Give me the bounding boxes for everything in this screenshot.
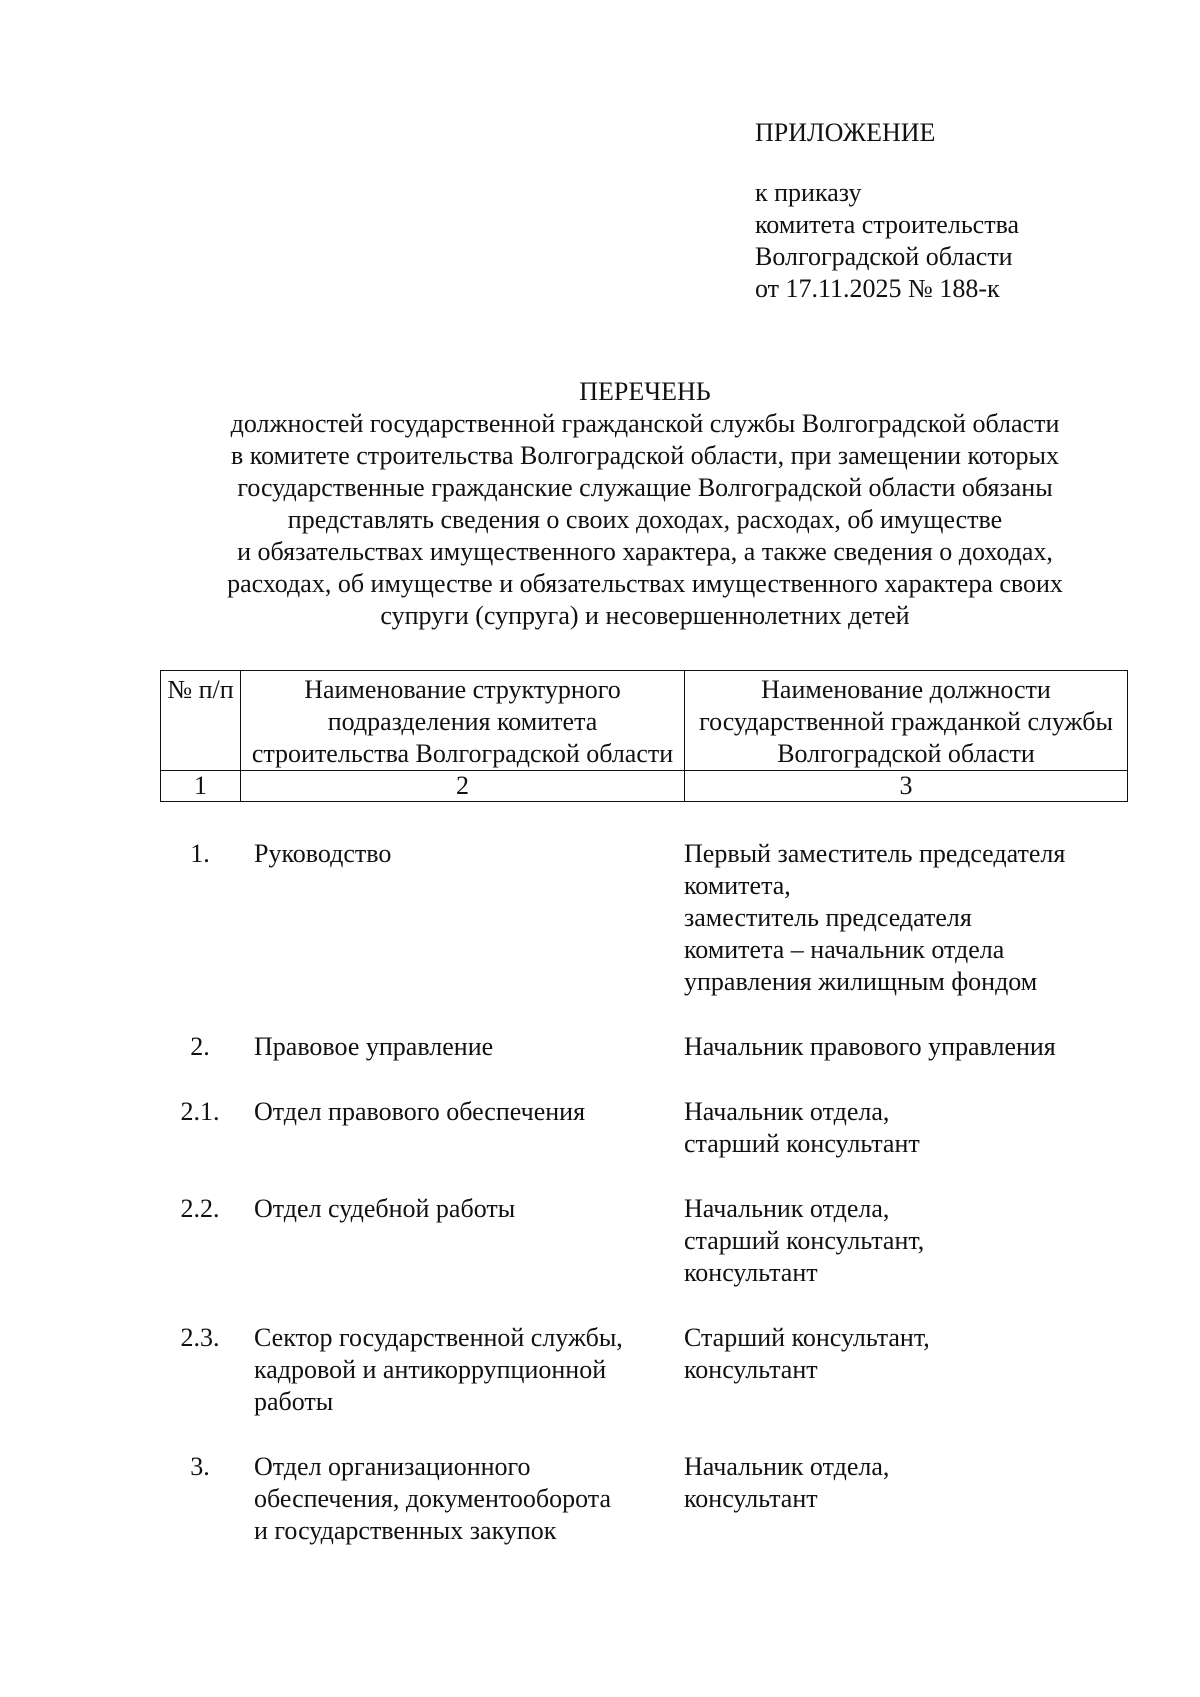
row-number: 3. xyxy=(190,1452,210,1481)
heading-line: представлять сведения о своих доходах, расходах, об имуществе xyxy=(287,505,1003,534)
department-line: Сектор государственной службы, xyxy=(254,1323,623,1352)
row-position xyxy=(684,1451,1127,1547)
row-position xyxy=(684,838,1127,998)
appendix-line: от 17.11.2025 № 188-к xyxy=(755,274,1000,303)
position-line: комитета – начальник отдела xyxy=(684,935,1005,964)
heading-title: ПЕРЕЧЕНЬ xyxy=(579,377,711,406)
department-line: Правовое управление xyxy=(254,1032,494,1061)
position-line: Первый заместитель председателя xyxy=(684,839,1066,868)
row-department xyxy=(160,1322,684,1418)
position-line: Начальник отдела, xyxy=(684,1452,890,1481)
position-line: заместитель председателя xyxy=(684,903,972,932)
table-row xyxy=(160,838,1127,998)
department-line: Руководство xyxy=(254,839,392,868)
positions-list xyxy=(160,838,1127,1580)
position-line: консультант xyxy=(684,1484,818,1513)
row-department xyxy=(160,1193,684,1289)
department-line: работы xyxy=(254,1387,334,1416)
heading-line: расходах, об имуществе и обязательствах имущественного характера своих xyxy=(227,569,1063,598)
department-line: Отдел правового обеспечения xyxy=(254,1097,586,1126)
department-line: Отдел организационного xyxy=(254,1452,531,1481)
department-line: и государственных закупок xyxy=(254,1516,557,1545)
document-heading xyxy=(150,376,1140,632)
row-number: 2.3. xyxy=(180,1323,220,1352)
heading-line: должностей государственной гражданской службы Волгоградской области xyxy=(230,409,1060,438)
appendix-line: Волгоградской области xyxy=(755,242,1013,271)
heading-line: государственные гражданские служащие Волгоградской области обязаны xyxy=(237,473,1053,502)
position-line: управления жилищным фондом xyxy=(684,967,1038,996)
position-line: Начальник правового управления xyxy=(684,1032,1056,1061)
position-line: старший консультант, xyxy=(684,1226,925,1255)
position-line: Старший консультант, xyxy=(684,1323,930,1352)
column-number: 2 xyxy=(241,771,685,802)
row-department xyxy=(160,1096,684,1160)
position-line: консультант xyxy=(684,1258,818,1287)
table-row xyxy=(160,1096,1127,1160)
header-department: Наименование структурного подразделения комитета строительства Волгоградской области xyxy=(241,671,685,771)
appendix-line: к приказу xyxy=(755,178,862,207)
appendix-block xyxy=(755,117,1175,305)
heading-line: в комитете строительства Волгоградской области, при замещении которых xyxy=(230,441,1059,470)
row-number: 2.2. xyxy=(180,1194,220,1223)
position-line: Начальник отдела, xyxy=(684,1097,890,1126)
heading-line: и обязательствах имущественного характера, а также сведения о доходах, xyxy=(237,537,1053,566)
position-line: консультант xyxy=(684,1355,818,1384)
department-line: кадровой и антикоррупционной xyxy=(254,1355,607,1384)
table-row xyxy=(160,1451,1127,1547)
row-number: 1. xyxy=(190,839,210,868)
table-row xyxy=(160,1322,1127,1418)
row-department xyxy=(160,1451,684,1547)
row-position xyxy=(684,1322,1127,1418)
header-number: № п/п xyxy=(161,671,241,771)
appendix-title: ПРИЛОЖЕНИЕ xyxy=(755,118,936,147)
position-line: комитета, xyxy=(684,871,791,900)
positions-table-header xyxy=(160,670,1128,802)
row-number: 2.1. xyxy=(180,1097,220,1126)
department-line: обеспечения, документооборота xyxy=(254,1484,612,1513)
table-header-row xyxy=(161,671,1128,771)
column-number: 3 xyxy=(685,771,1128,802)
header-position: Наименование должности государственной гражданкой службы Волгоградской области xyxy=(685,671,1128,771)
table-row xyxy=(160,1031,1127,1063)
row-department xyxy=(160,1031,684,1063)
row-position xyxy=(684,1193,1127,1289)
row-department xyxy=(160,838,684,998)
position-line: Начальник отдела, xyxy=(684,1194,890,1223)
table-column-numbers xyxy=(161,771,1128,802)
heading-line: супруги (супруга) и несовершеннолетних детей xyxy=(380,601,910,630)
row-position xyxy=(684,1096,1127,1160)
column-number: 1 xyxy=(161,771,241,802)
appendix-line: комитета строительства xyxy=(755,210,1020,239)
row-number: 2. xyxy=(190,1032,210,1061)
department-line: Отдел судебной работы xyxy=(254,1194,516,1223)
position-line: старший консультант xyxy=(684,1129,920,1158)
row-position xyxy=(684,1031,1127,1063)
table-row xyxy=(160,1193,1127,1289)
